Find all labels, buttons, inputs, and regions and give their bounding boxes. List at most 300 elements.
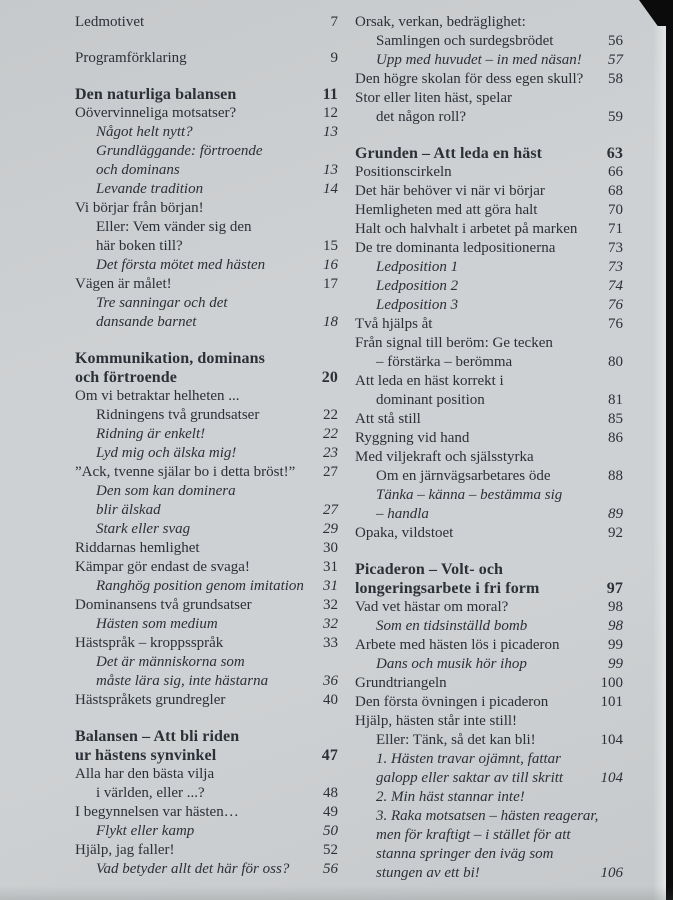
toc-entry	[75, 13, 338, 32]
toc-entry-text: stanna springer den iväg som	[376, 846, 554, 862]
toc-entry-line	[75, 615, 338, 634]
toc-entry-text: dominant position	[376, 392, 485, 408]
toc-entry-line	[355, 13, 623, 32]
toc-entry-text: Dominansens två grundsatser	[75, 597, 252, 613]
toc-page-number: 88	[608, 468, 623, 484]
toc-page-number: 73	[608, 259, 623, 275]
toc-page-number: 20	[321, 369, 338, 386]
toc-entry-line	[75, 387, 338, 406]
toc-entry-line	[75, 275, 338, 294]
toc-entry	[355, 467, 623, 486]
toc-page-number: 74	[608, 278, 623, 294]
toc-entry	[355, 731, 623, 750]
toc-entry	[75, 482, 338, 520]
toc-entry-line	[355, 617, 623, 636]
toc-page-number: 73	[608, 240, 623, 256]
toc-entry-text: Den högre skolan för dess egen skull?	[355, 71, 584, 87]
toc-entry-line	[75, 161, 338, 180]
toc-page-number: 12	[323, 105, 338, 121]
page-edge-highlight	[653, 0, 666, 900]
toc-page-number: 13	[323, 124, 338, 140]
toc-entry	[75, 596, 338, 615]
toc-entry-line	[355, 524, 623, 543]
toc-entry-text: 3. Raka motsatsen – hästen reagerar,	[376, 808, 599, 824]
toc-entry-line	[75, 765, 338, 784]
toc-entry-line	[355, 391, 623, 410]
toc-entry-line	[75, 727, 338, 746]
toc-entry	[355, 448, 623, 467]
toc-entry-line	[355, 674, 623, 693]
toc-entry	[75, 539, 338, 558]
toc-entry-line	[75, 803, 338, 822]
toc-entry-line	[75, 123, 338, 142]
toc-page-number: 92	[608, 525, 623, 541]
toc-entry-text: Kämpar gör endast de svaga!	[75, 559, 250, 575]
toc-entry-text: Hemligheten med att göra halt	[355, 202, 538, 218]
toc-page-number: 47	[321, 747, 338, 764]
toc-entry	[355, 372, 623, 410]
toc-entry-line	[355, 70, 623, 89]
toc-entry	[355, 315, 623, 334]
toc-entry-line	[355, 486, 623, 505]
toc-entry-text: 1. Hästen travar ojämnt, fattar	[376, 751, 562, 767]
toc-entry-line	[355, 693, 623, 712]
toc-entry-line	[355, 353, 623, 372]
toc-entry-line	[75, 13, 338, 32]
toc-entry-text: Ryggning vid hand	[355, 430, 470, 446]
toc-entry-line	[75, 784, 338, 803]
table-of-contents	[75, 13, 623, 883]
toc-entry-text: Att leda en häst korrekt i	[355, 373, 504, 389]
toc-entry-text: Positionscirkeln	[355, 164, 452, 180]
toc-entry-line	[355, 429, 623, 448]
toc-entry-text: Ledmotivet	[75, 14, 145, 30]
toc-entry-text: Vi börjar från början!	[75, 200, 204, 216]
toc-entry	[75, 123, 338, 142]
toc-entry	[75, 199, 338, 218]
toc-entry	[75, 822, 338, 841]
toc-page-number: 49	[323, 804, 338, 820]
toc-entry-text: ”Ack, tvenne själar bo i detta bröst!”	[75, 464, 296, 480]
toc-entry-line	[355, 258, 623, 277]
toc-entry-text: Det här behöver vi när vi börjar	[355, 183, 545, 199]
toc-entry-text: Ledposition 1	[376, 259, 459, 275]
toc-entry-line	[355, 201, 623, 220]
toc-entry	[75, 142, 338, 180]
toc-entry	[355, 674, 623, 693]
toc-entry	[75, 765, 338, 803]
toc-page-number: 70	[608, 202, 623, 218]
toc-entry-line	[355, 239, 623, 258]
toc-page-number: 9	[330, 50, 338, 66]
toc-entry-text: Levande tradition	[96, 181, 204, 197]
toc-page-number: 16	[323, 257, 338, 273]
toc-entry	[355, 201, 623, 220]
toc-entry-text: Hjälp, jag faller!	[75, 842, 175, 858]
toc-page-number: 15	[323, 238, 338, 254]
toc-entry-text: Om en järnvägsarbetares öde	[376, 468, 551, 484]
toc-entry	[75, 615, 338, 634]
toc-page-number: 80	[608, 354, 623, 370]
toc-column-right	[355, 13, 623, 883]
toc-entry-text: Med viljekraft och själsstyrka	[355, 449, 534, 465]
toc-entry	[355, 277, 623, 296]
toc-entry-line	[355, 220, 623, 239]
toc-entry	[355, 258, 623, 277]
toc-page-number: 11	[322, 86, 338, 103]
toc-entry-line	[75, 406, 338, 425]
toc-entry	[355, 239, 623, 258]
toc-entry-line	[355, 712, 623, 731]
toc-entry-line	[355, 864, 623, 883]
toc-entry-line	[75, 520, 338, 539]
toc-entry	[75, 49, 338, 68]
toc-page-number: 17	[323, 276, 338, 292]
toc-entry-line	[75, 691, 338, 710]
toc-entry	[355, 296, 623, 315]
toc-entry-line	[355, 598, 623, 617]
toc-entry-line	[355, 505, 623, 524]
toc-page-number: 104	[600, 732, 623, 748]
toc-entry-line	[355, 845, 623, 864]
toc-entry-text: Vad vet hästar om moral?	[355, 599, 509, 615]
toc-entry-text: Flykt eller kamp	[96, 823, 195, 839]
toc-page-number: 86	[608, 430, 623, 446]
toc-entry-text: longeringsarbete i fri form	[355, 580, 540, 597]
toc-entry	[355, 13, 623, 32]
toc-entry	[75, 218, 338, 256]
toc-entry	[355, 220, 623, 239]
toc-entry-text: Programförklaring	[75, 50, 187, 66]
toc-entry	[355, 807, 623, 883]
toc-entry-line	[75, 539, 338, 558]
toc-page-number: 30	[323, 540, 338, 556]
toc-entry-text: Balansen – Att bli riden	[75, 728, 240, 745]
toc-entry-text: Tänka – känna – bestämma sig	[376, 487, 563, 503]
toc-entry	[355, 70, 623, 89]
toc-entry-line	[355, 89, 623, 108]
toc-entry	[355, 598, 623, 617]
toc-entry-text: Grundtriangeln	[355, 675, 447, 691]
toc-page-number: 32	[323, 597, 338, 613]
toc-entry-text: och förtroende	[75, 369, 177, 386]
toc-entry-line	[355, 636, 623, 655]
toc-entry-text: Picaderon – Volt- och	[355, 561, 504, 578]
toc-entry	[75, 860, 338, 879]
toc-entry-line	[75, 294, 338, 313]
toc-entry	[355, 32, 623, 51]
toc-entry-text: Eller: Vem vänder sig den	[96, 219, 252, 235]
toc-entry	[75, 406, 338, 425]
toc-entry-line	[75, 482, 338, 501]
toc-page-number: 22	[323, 426, 338, 442]
toc-entry-text: Om vi betraktar helheten ...	[75, 388, 240, 404]
toc-page-number: 7	[330, 14, 338, 30]
toc-page-number: 56	[608, 33, 623, 49]
toc-entry-line	[75, 180, 338, 199]
toc-entry	[75, 104, 338, 123]
toc-entry	[75, 577, 338, 596]
toc-page-number: 101	[600, 694, 623, 710]
toc-entry-text: I begynnelsen var hästen…	[75, 804, 239, 820]
toc-entry-line	[75, 841, 338, 860]
toc-entry-text: och dominans	[96, 162, 180, 178]
toc-page-number: 13	[323, 162, 338, 178]
toc-entry-line	[355, 163, 623, 182]
toc-entry-text: Hästspråk – kroppsspråk	[75, 635, 224, 651]
toc-entry	[355, 788, 623, 807]
toc-entry-text: Opaka, vildstoet	[355, 525, 454, 541]
toc-entry-text: Ledposition 2	[376, 278, 459, 294]
toc-entry-text: De tre dominanta ledpositionerna	[355, 240, 556, 256]
toc-page-number: 66	[608, 164, 623, 180]
toc-entry-text: blir älskad	[96, 502, 161, 518]
toc-entry-line	[355, 108, 623, 127]
toc-entry	[355, 693, 623, 712]
toc-entry-line	[355, 807, 623, 826]
toc-entry-text: Som en tidsinställd bomb	[376, 618, 528, 634]
toc-page-number: 56	[323, 861, 338, 877]
toc-entry	[75, 444, 338, 463]
toc-entry-text: Orsak, verkan, bedräglighet:	[355, 14, 526, 30]
toc-entry-line	[75, 822, 338, 841]
toc-section-heading	[355, 560, 623, 598]
photo-dark-corner	[639, 0, 673, 26]
toc-entry-text: Den som kan dominera	[96, 483, 236, 499]
toc-page-number: 40	[323, 692, 338, 708]
toc-entry-line	[75, 463, 338, 482]
toc-entry-text: – handla	[376, 506, 429, 522]
toc-entry-text: Ranghög position genom imitation	[96, 578, 304, 594]
toc-entry-line	[75, 746, 338, 765]
toc-entry-line	[75, 672, 338, 691]
toc-page-number: 98	[608, 599, 623, 615]
toc-entry	[75, 841, 338, 860]
toc-entry-line	[355, 467, 623, 486]
toc-entry-line	[75, 596, 338, 615]
toc-entry-text: Ridning är enkelt!	[96, 426, 206, 442]
toc-section-heading	[75, 727, 338, 765]
toc-entry-text: Dans och musik hör ihop	[376, 656, 527, 672]
toc-entry-text: – förstärka – berömma	[376, 354, 513, 370]
toc-page-number: 52	[323, 842, 338, 858]
photo-dark-edge	[666, 0, 673, 900]
toc-entry	[355, 617, 623, 636]
toc-entry-text: Ridningens två grundsatser	[96, 407, 260, 423]
toc-page-number: 57	[608, 52, 623, 68]
toc-entry	[75, 180, 338, 199]
toc-page-number: 71	[608, 221, 623, 237]
toc-entry-text: Alla har den bästa vilja	[75, 766, 215, 782]
toc-entry-text: Hästspråkets grundregler	[75, 692, 226, 708]
toc-page-number: 68	[608, 183, 623, 199]
toc-entry-line	[75, 49, 338, 68]
toc-entry	[355, 334, 623, 372]
toc-section-heading	[75, 85, 338, 104]
toc-entry	[355, 89, 623, 127]
toc-entry-text: Kommunikation, dominans	[75, 350, 265, 367]
toc-entry-text: Halt och halvhalt i arbetet på marken	[355, 221, 578, 237]
toc-entry-line	[355, 182, 623, 201]
toc-entry-text: här boken till?	[96, 238, 183, 254]
toc-entry-text: men för kraftigt – i stället för att	[376, 827, 571, 843]
toc-entry	[355, 51, 623, 70]
toc-entry-line	[75, 313, 338, 332]
toc-entry-line	[75, 860, 338, 879]
toc-entry-line	[75, 653, 338, 672]
toc-entry-line	[355, 788, 623, 807]
toc-entry-line	[355, 372, 623, 391]
toc-entry-line	[75, 368, 338, 387]
toc-entry-text: Vad betyder allt det här för oss?	[96, 861, 290, 877]
toc-column-left	[75, 13, 338, 883]
toc-page-number: 104	[600, 770, 623, 786]
toc-entry-text: Hästen som medium	[96, 616, 218, 632]
toc-entry	[75, 803, 338, 822]
toc-entry-text: Tre sanningar och det	[96, 295, 228, 311]
toc-page-number: 33	[323, 635, 338, 651]
toc-entry-line	[75, 218, 338, 237]
toc-entry-text: ur hästens synvinkel	[75, 747, 217, 764]
toc-page-number: 18	[323, 314, 338, 330]
toc-entry-text: Ledposition 3	[376, 297, 459, 313]
toc-entry	[75, 387, 338, 406]
toc-page-number: 89	[608, 506, 623, 522]
toc-page-number: 48	[323, 785, 338, 801]
toc-entry-line	[355, 579, 623, 598]
toc-entry-line	[355, 315, 623, 334]
toc-entry	[355, 750, 623, 788]
toc-entry-line	[75, 634, 338, 653]
toc-entry-line	[355, 334, 623, 353]
toc-entry-text: Den naturliga balansen	[75, 86, 237, 103]
toc-entry-text: Vägen är målet!	[75, 276, 172, 292]
toc-entry-text: Arbete med hästen lös i picaderon	[355, 637, 560, 653]
toc-entry	[75, 463, 338, 482]
toc-entry-text: Samlingen och surdegsbrödet	[376, 33, 554, 49]
toc-entry-line	[75, 199, 338, 218]
toc-entry	[355, 712, 623, 731]
toc-entry-text: Stark eller svag	[96, 521, 191, 537]
toc-entry	[75, 653, 338, 691]
toc-page-number: 22	[323, 407, 338, 423]
toc-entry-text: dansande barnet	[96, 314, 197, 330]
toc-entry-text: i världen, eller ...?	[96, 785, 205, 801]
toc-entry-text: Något helt nytt?	[96, 124, 193, 140]
toc-entry	[355, 429, 623, 448]
toc-page-number: 32	[323, 616, 338, 632]
toc-entry	[75, 425, 338, 444]
toc-entry-line	[75, 444, 338, 463]
toc-page-number: 23	[323, 445, 338, 461]
toc-entry-line	[75, 558, 338, 577]
toc-entry-line	[355, 448, 623, 467]
toc-page-number: 14	[323, 181, 338, 197]
toc-entry-text: Att stå still	[355, 411, 421, 427]
toc-entry-line	[75, 142, 338, 161]
toc-entry-text: 2. Min häst stannar inte!	[376, 789, 525, 805]
toc-entry-text: galopp eller saktar av till skritt	[376, 770, 564, 786]
toc-entry-line	[75, 237, 338, 256]
toc-entry	[75, 691, 338, 710]
toc-entry-text: Det är människorna som	[96, 654, 245, 670]
toc-page-number: 85	[608, 411, 623, 427]
toc-entry	[75, 256, 338, 275]
toc-entry-line	[355, 410, 623, 429]
toc-entry-text: Stor eller liten häst, spelar	[355, 90, 513, 106]
toc-page-number: 63	[606, 145, 623, 162]
toc-entry-line	[75, 501, 338, 520]
toc-entry-text: Riddarnas hemlighet	[75, 540, 200, 556]
toc-section-heading	[75, 349, 338, 387]
toc-entry	[355, 524, 623, 543]
toc-entry-line	[355, 750, 623, 769]
toc-entry-line	[355, 296, 623, 315]
toc-entry	[75, 634, 338, 653]
toc-page-number: 100	[600, 675, 623, 691]
toc-section-heading	[355, 144, 623, 163]
toc-entry-text: Hjälp, hästen står inte still!	[355, 713, 518, 729]
toc-entry	[355, 163, 623, 182]
toc-page-number: 59	[608, 109, 623, 125]
toc-page-number: 99	[608, 656, 623, 672]
toc-entry-text: stungen av ett bi!	[376, 865, 480, 881]
toc-entry-line	[355, 655, 623, 674]
toc-entry-text: Det första mötet med hästen	[96, 257, 266, 273]
toc-entry-text: det någon roll?	[376, 109, 466, 125]
toc-page-number: 58	[608, 71, 623, 87]
toc-entry-line	[355, 144, 623, 163]
toc-page-number: 27	[323, 502, 338, 518]
toc-entry	[75, 558, 338, 577]
toc-entry-text: måste lära sig, inte hästarna	[96, 673, 269, 689]
toc-entry-text: Upp med huvudet – in med näsan!	[376, 52, 582, 68]
toc-entry-text: Grunden – Att leda en häst	[355, 145, 543, 162]
toc-entry-line	[355, 32, 623, 51]
toc-entry-line	[355, 560, 623, 579]
toc-entry-line	[355, 277, 623, 296]
toc-page-number: 27	[323, 464, 338, 480]
toc-page-number: 31	[323, 559, 338, 575]
toc-entry-text: Grundläggande: förtroende	[96, 143, 263, 159]
toc-entry-line	[355, 51, 623, 70]
toc-entry-text: Den första övningen i picaderon	[355, 694, 549, 710]
toc-entry-text: Två hjälps åt	[355, 316, 433, 332]
toc-page-number: 36	[323, 673, 338, 689]
toc-page-number: 29	[323, 521, 338, 537]
toc-entry	[355, 655, 623, 674]
toc-page-number: 98	[608, 618, 623, 634]
toc-page-number: 76	[608, 316, 623, 332]
toc-entry-line	[75, 256, 338, 275]
toc-entry-line	[75, 85, 338, 104]
toc-entry-text: Lyd mig och älska mig!	[96, 445, 237, 461]
toc-page-number: 99	[608, 637, 623, 653]
toc-entry-text: Oövervinneliga motsatser?	[75, 105, 237, 121]
toc-page-number: 31	[323, 578, 338, 594]
toc-entry	[355, 182, 623, 201]
toc-page-number: 50	[323, 823, 338, 839]
toc-page-number: 76	[608, 297, 623, 313]
toc-entry	[75, 275, 338, 294]
toc-entry-line	[75, 104, 338, 123]
toc-entry	[355, 636, 623, 655]
toc-entry-line	[355, 731, 623, 750]
toc-entry	[75, 520, 338, 539]
toc-entry	[355, 486, 623, 524]
toc-entry-line	[355, 769, 623, 788]
toc-entry	[75, 294, 338, 332]
